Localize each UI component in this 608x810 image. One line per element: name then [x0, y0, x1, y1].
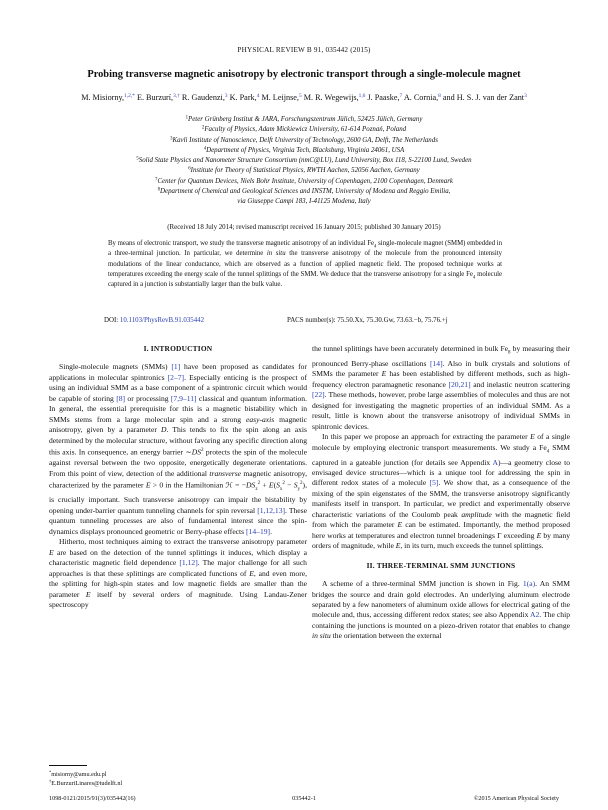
- affiliation-line: [30, 197, 578, 207]
- author: K. Park,: [229, 93, 257, 102]
- abstract-text-2: single-molecule magnet (SMM) embedded in a three-terminal junction. In particular, we determine: [108, 240, 503, 258]
- footnote-email[interactable]: E.BurzuriLinares@tudelft.nl: [51, 780, 123, 787]
- received-dates: (Received 18 July 2014; revised manuscript received 16 January 2015; published 30 January 2015): [167, 224, 441, 231]
- intro-paragraph-2: Hitherto, most techniques aiming to extract the transverse anisotropy parameter E are based on the detection of the tunnel splittings it induces, which display a characteristic magnetic field dependence [1,12]. The major challenge for all such approaches is that these splittings are complicated functions of E, and even more, the splitting for high-spin states and low magnetic fields are smaller than the parameter E itself by several orders of magnitude. Using Landau-Zener spectroscopy: [49, 537, 307, 609]
- citation-link[interactable]: [14]: [429, 358, 443, 368]
- citation-link[interactable]: [8]: [116, 393, 126, 403]
- affiliation-line: [30, 156, 578, 166]
- abstract-sub-2: 4: [472, 275, 476, 281]
- affiliation-line: [30, 146, 578, 156]
- affiliation-number: 1: [185, 115, 189, 121]
- abstract-sub-1: 4: [374, 244, 377, 250]
- author-affiliation-mark[interactable]: 3,†: [173, 93, 180, 99]
- abstract-insitu: in situ: [266, 250, 286, 258]
- footnote-mark: †: [49, 778, 52, 784]
- intro-paragraph-3: In this paper we propose an approach for extracting the parameter E of a single molecule by employing electronic transport measurements. We study a $Fe_4$ SMM captured in a gateable junction (for details see Appendix A)—a geometry close to envisaged device structures—which is a unique tool for addressing the spin in different redox states of a molecule [5]. We show that, as a consequence of the mixing of the spin eigenstates of the SMM, the transverse anisotropy significantly manifests itself in transport. In particular, we predict and experimentally observe characteristic variations of the Coulomb peak amplitude with the magnetic field from which the parameter E can be estimated. Importantly, the method proposed here works at temperatures and electron tunnel broadenings Γ exceeding E by many orders of magnitude, while E, in its turn, much exceeds the tunnel splittings.: [312, 432, 571, 551]
- affiliation-line: [30, 177, 578, 187]
- affiliation-line: [30, 136, 578, 146]
- author-list: [60, 92, 548, 103]
- footnote: [49, 770, 307, 779]
- running-head: PHYSICAL REVIEW B 91, 035442 (2015): [237, 46, 371, 54]
- affiliation-text: Department of Chemical and Geological Sciences and INSTM, University of Modena and Reggio Emilia,: [160, 188, 451, 196]
- abstract-text-3: the transverse anisotropy of the molecule from the pronounced intensity modulations of the linear conductance, which are observed as a function of applied magnetic field. The proposed technique works at temperatures exceeding the energy scale of the tunnel splittings of the SMM. We deduce that the transverse anisotropy for a single Fe: [108, 250, 502, 278]
- citation-link[interactable]: [1,12,13]: [257, 505, 286, 515]
- abstract-text-4: molecule captured in a junction is substantially larger than the bulk value.: [108, 270, 502, 289]
- footer-issn: 1098-0121/2015/91(3)/035442(16): [49, 795, 136, 802]
- citation-link[interactable]: [1]: [171, 362, 181, 372]
- author-affiliation-mark[interactable]: 1,2,*: [124, 93, 135, 99]
- footnote-email[interactable]: misiorny@amu.edu.pl: [51, 771, 107, 778]
- affiliation-text: Institute for Theory of Statistical Physics, RWTH Aachen, 52056 Aachen, Germany: [190, 167, 420, 175]
- doi-label: DOI:: [104, 317, 120, 324]
- author-affiliation-mark[interactable]: 3: [224, 93, 228, 99]
- affiliation-line: [30, 166, 578, 176]
- author: and H. S. J. van der Zant: [442, 93, 525, 102]
- affiliation-number: 7: [155, 177, 158, 183]
- footnote-rule: [49, 765, 87, 766]
- citation-link[interactable]: [7,9–11]: [170, 393, 197, 403]
- right-column: [312, 344, 570, 642]
- footnotes: [49, 770, 307, 788]
- citation-link[interactable]: [22]: [312, 390, 325, 400]
- section-heading-introduction: I. INTRODUCTION: [143, 344, 213, 353]
- affiliation-text: Center for Quantum Devices, Niels Bohr Institute, University of Copenhagen, 2100 Copenhagen, Denmark: [157, 177, 453, 185]
- citation-link[interactable]: [14–19]: [246, 526, 271, 536]
- appendix-link[interactable]: A2: [530, 610, 540, 620]
- author-affiliation-mark[interactable]: 4: [256, 93, 260, 99]
- sec2-paragraph-1: A scheme of a three-terminal SMM junction is shown in Fig. 1(a). An SMM bridges the source and drain gold electrodes. An underlying aluminum electrode separated by a few nanometers of aluminum oxide allows for electrical gating of the molecule and, thus, accessing different redox states; see also Appendix A2. The chip containing the junctions is mounted on a piezo-driven rotator that enables to change in situ the orientation between the external: [312, 579, 570, 641]
- author-affiliation-mark[interactable]: 1,6: [358, 93, 366, 99]
- article-title: Probing transverse magnetic anisotropy by electronic transport through a single-molecule magnet: [87, 69, 521, 80]
- intro-paragraph-2-cont: the tunnel splittings have been accurately determined in bulk $Fe_8$ by measuring their pronounced Berry-phase oscillations [14]. Also in bulk crystals and solutions of SMMs the parameter E has been established by different methods, such as high-frequency electron paramagnetic resonance [20,21] and inelastic neutron scattering [22]. These methods, however, probe large assemblies of molecules and thus are not designed for investigating the magnetic properties of an individual SMM. As a result, little is known about the transverse anisotropy of individual SMMs in spintronic devices.: [312, 344, 571, 431]
- intro-paragraph-1: Single-molecule magnets (SMMs) [1] have been proposed as candidates for applications in molecular spintronics [2–7]. Especially enticing is the prospect of using an individual SMM as a base component of a spintronic circuit which would be capable of storing [8] or processing [7,9–11] classical and quantum information. In general, the essential prerequisite for this is a magnetic bistability which in SMMs stems from a large molecular spin and a strong easy-axis magnetic anisotropy, given by a parameter D. This tends to fix the spin along an axis determined by the molecular structure, without favoring any specific direction along this axis. In consequence, an energy barrier $\sim DS^2$ protects the spin of the molecule against reversal between the two opposite, energetically degenerate orientations. From this point of view, detection of the additional transverse magnetic anisotropy, characterized by the parameter E > 0 in the Hamiltonian ℋ = $-DS_z^2 + E(S_x^2 - S_y^2)$, is crucially important. Such transverse anisotropy can impair the bistability by opening under-barrier quantum tunneling channels for spin reversal [1,12,13]. These quantum tunneling processes are also of fundamental interest since the spin-dynamics displays pronounced geometric or Berry-phase effects [14–19].: [49, 362, 308, 536]
- affiliation-number: 4: [203, 146, 207, 152]
- section-heading-three-terminal: II. THREE-TERMINAL SMM JUNCTIONS: [366, 560, 516, 570]
- affiliation-text: Faculty of Physics, Adam Mickiewicz University, 61-614 Poznań, Poland: [204, 126, 407, 134]
- author: A. Cornia,: [403, 93, 439, 102]
- affiliation-text: Solid State Physics and Nanometer Structure Consortium (nmC@LU), Lund University, Box 118, S-22100 Lund, Sweden: [138, 157, 472, 165]
- citation-link[interactable]: [20,21]: [448, 379, 471, 389]
- citation-link[interactable]: [5]: [429, 478, 439, 488]
- pacs-numbers: PACS number(s): 75.50.Xx, 75.30.Gw, 73.63.−b, 75.76.+j: [287, 317, 448, 324]
- appendix-link[interactable]: A: [492, 457, 499, 467]
- affiliation-number: 6: [188, 166, 191, 172]
- doi-link[interactable]: 10.1103/PhysRevB.91.035442: [119, 317, 205, 324]
- footnote: [49, 779, 307, 788]
- citation-link[interactable]: [2–7]: [167, 372, 185, 382]
- citation-link[interactable]: [1,12]: [179, 558, 198, 568]
- author: M. Misiorny,: [81, 93, 125, 102]
- author: M. R. Wegewijs,: [303, 93, 359, 102]
- author: M. Leijnse,: [261, 93, 299, 102]
- abstract: [108, 239, 502, 290]
- affiliation-number: 2: [201, 125, 205, 131]
- author-affiliation-mark[interactable]: 5: [298, 93, 302, 99]
- figure-link[interactable]: 1(a): [522, 579, 536, 589]
- affiliation-line: [30, 125, 578, 135]
- affiliations: [30, 115, 578, 208]
- affiliation-number: 3: [170, 136, 173, 141]
- left-column: [49, 344, 307, 610]
- footer-copyright: ©2015 American Physical Society: [473, 795, 559, 802]
- author-affiliation-mark[interactable]: 7: [399, 93, 403, 99]
- affiliation-text: Kavli Institute of Nanoscience, Delft University of Technology, 2600 GA, Delft, The Netherlands: [172, 136, 438, 144]
- affiliation-number: 5: [136, 156, 139, 162]
- author: R. Gaudenzi,: [181, 93, 225, 102]
- author-affiliation-mark[interactable]: 8: [438, 93, 441, 99]
- abstract-text-1: By means of electronic transport, we study the transverse magnetic anisotropy of an individual Fe: [108, 240, 375, 247]
- affiliation-number: 8: [157, 187, 161, 193]
- author: E. Burzurí,: [136, 93, 174, 102]
- affiliation-text: Department of Physics, Virginia Tech, Blacksburg, Virginia 24061, USA: [206, 146, 405, 154]
- footnote-mark: *: [49, 769, 52, 775]
- author: J. Paaske,: [367, 93, 400, 102]
- doi-line: [104, 317, 204, 324]
- affiliation-line: [30, 115, 578, 125]
- affiliation-text: via Giuseppe Campi 183, I-41125 Modena, Italy: [237, 198, 371, 206]
- affiliation-line: [30, 187, 578, 197]
- footer-page-number: 035442-1: [292, 795, 316, 802]
- affiliation-text: Peter Grünberg Institut & JARA, Forschungszentrum Jülich, 52425 Jülich, Germany: [188, 116, 423, 123]
- author-affiliation-mark[interactable]: 3: [524, 93, 527, 99]
